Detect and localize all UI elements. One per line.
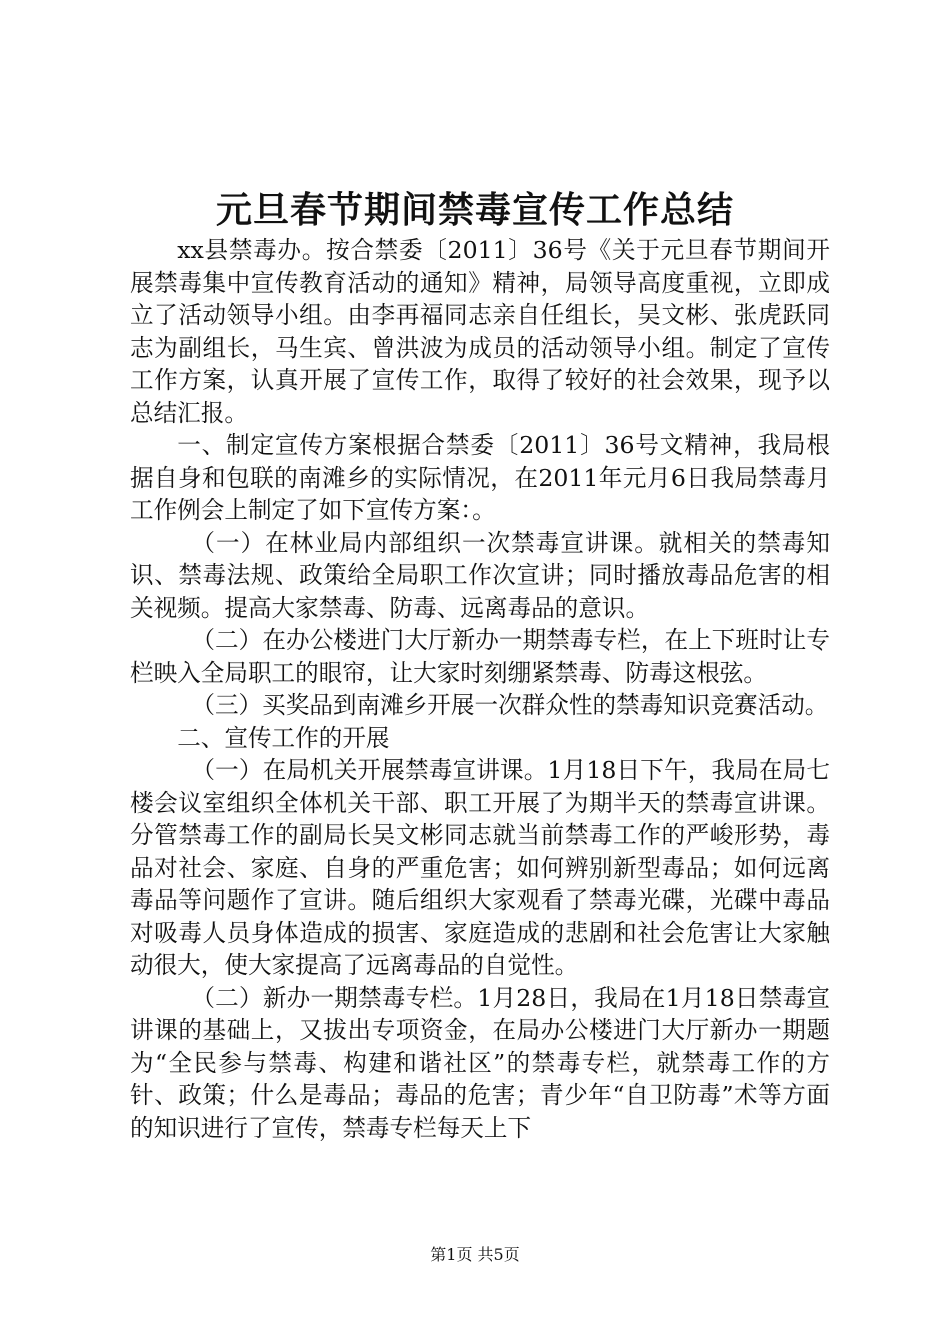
document-title: 元旦春节期间禁毒宣传工作总结 (215, 189, 734, 231)
paragraph-plan-item-3: （三）买奖品到南滩乡开展一次群众性的禁毒知识竞赛活动。 (191, 691, 829, 719)
paragraph-plan-item-2: （二）在办公楼进门大厅新办一期禁毒专栏，在上下班时让专栏映入全局职工的眼帘，让大家时刻绷紧禁毒、防毒这根弦。 (130, 626, 830, 687)
page-footer: 第1页 共5页 (430, 1245, 520, 1264)
paragraph-work-item-2: （二）新办一期禁毒专栏。1月28日，我局在1月18日禁毒宣讲课的基础上，又拔出专项资金，在局办公楼进门大厅新办一期题为“全民参与禁毒、构建和谐社区”的禁毒专栏，就禁毒工作的方针、政策；什么是毒品；毒品的危害；青少年“自卫防毒”术等方面的知识进行了宣传，禁毒专栏每天上下 (130, 983, 830, 1142)
paragraph-intro: xx县禁毒办。按合禁委〔2011〕36号《关于元旦春节期间开展禁毒集中宣传教育活动的通知》精神，局领导高度重视，立即成立了活动领导小组。由李再福同志亲自任组长，吴文彬、张虎跃同志为副组长，马生宾、曾洪波为成员的活动领导小组。制定了宣传工作方案，认真开展了宣传工作，取得了较好的社会效果，现予以总结汇报。 (130, 236, 830, 427)
paragraph-plan-item-1: （一）在林业局内部组织一次禁毒宣讲课。就相关的禁毒知识、禁毒法规、政策给全局职工作次宣讲；同时播放毒品危害的相关视频。提高大家禁毒、防毒、远离毒品的意识。 (130, 528, 830, 622)
document-body (130, 234, 830, 1144)
paragraph-section-one: 一、制定宣传方案根据合禁委〔2011〕36号文精神，我局根据自身和包联的南滩乡的实际情况，在2011年元月6日我局禁毒月工作例会上制定了如下宣传方案：。 (130, 431, 830, 524)
paragraph-section-two: 二、宣传工作的开展 (177, 723, 390, 752)
paragraph-work-item-1: （一）在局机关开展禁毒宣讲课。1月18日下午，我局在局七楼会议室组织全体机关干部、职工开展了为期半天的禁毒宣讲课。分管禁毒工作的副局长吴文彬同志就当前禁毒工作的严峻形势，毒品对社会、家庭、自身的严重危害；如何辨别新型毒品；如何远离毒品等问题作了宣讲。随后组织大家观看了禁毒光碟，光碟中毒品对吸毒人员身体造成的损害、家庭造成的悲剧和社会危害让大家触动很大，使大家提高了远离毒品的自觉性。 (130, 756, 830, 979)
